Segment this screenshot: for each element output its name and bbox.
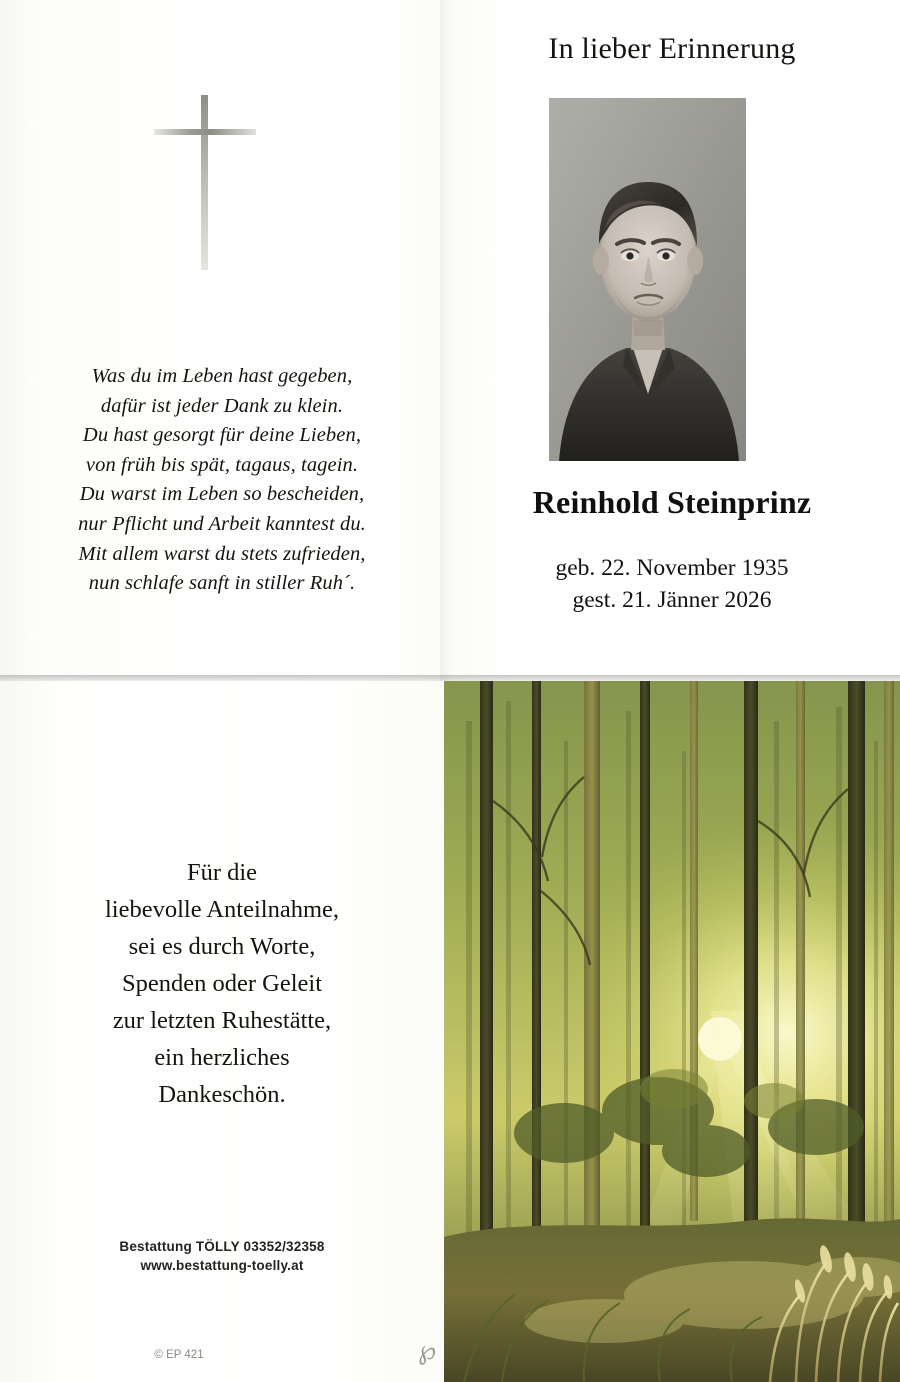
thanks-line: Spenden oder Geleit: [121, 970, 323, 997]
verse-line: Mit allem warst du stets zufrieden,: [78, 542, 366, 565]
page-title: In lieber Erinnerung: [548, 32, 796, 65]
verse-line: nun schlafe sanft in stiller Ruh´.: [88, 572, 356, 595]
card-top-left-panel: [0, 0, 444, 675]
verse-line: Was du im Leben hast gegeben,: [91, 365, 353, 387]
thanks-message: [14, 854, 430, 1113]
thanks-line: zur letzten Ruhestätte,: [112, 1007, 332, 1034]
thanks-line: ein herzliches: [154, 1044, 290, 1071]
thanks-line: Für die: [186, 859, 258, 886]
verse-line: Du warst im Leben so bescheiden,: [79, 483, 365, 506]
card-bottom-left-panel: [0, 681, 444, 1382]
memorial-card-bottom: [0, 681, 900, 1382]
memorial-card-top: [0, 0, 900, 681]
death-date: gest. 21. Jänner 2026: [572, 587, 772, 613]
card-top-right-panel: [444, 0, 900, 675]
verse-line: von früh bis spät, tagaus, tagein.: [85, 453, 359, 476]
forest-sunbeams-photo: [444, 681, 900, 1382]
portrait-photo: [549, 98, 746, 461]
funeral-home-website: www.bestattung-toelly.at: [140, 1258, 304, 1273]
verse-line: Du hast gesorgt für deine Lieben,: [82, 424, 362, 447]
funeral-home-name-phone: Bestattung TÖLLY 03352/32358: [119, 1239, 325, 1254]
thanks-line: sei es durch Worte,: [128, 933, 316, 960]
deceased-name: Reinhold Steinprinz: [532, 484, 812, 520]
cross-icon: [148, 95, 278, 270]
thanks-line: liebevolle Anteilnahme,: [104, 896, 340, 923]
verse-line: dafür ist jeder Dank zu klein.: [100, 394, 344, 417]
life-dates: [444, 552, 900, 616]
cross-horizontal-bar: [154, 129, 256, 135]
verse-line: nur Pflicht und Arbeit kanntest du.: [78, 512, 366, 535]
copyright-note: © EP 421: [154, 1349, 204, 1361]
cross-vertical-bar: [201, 95, 208, 270]
funeral-home-info: [14, 1237, 430, 1275]
memorial-verse: [24, 362, 420, 599]
thanks-line: Dankeschön.: [158, 1081, 286, 1108]
printer-mark-icon: ℘: [418, 1336, 437, 1365]
birth-date: geb. 22. November 1935: [555, 555, 789, 581]
